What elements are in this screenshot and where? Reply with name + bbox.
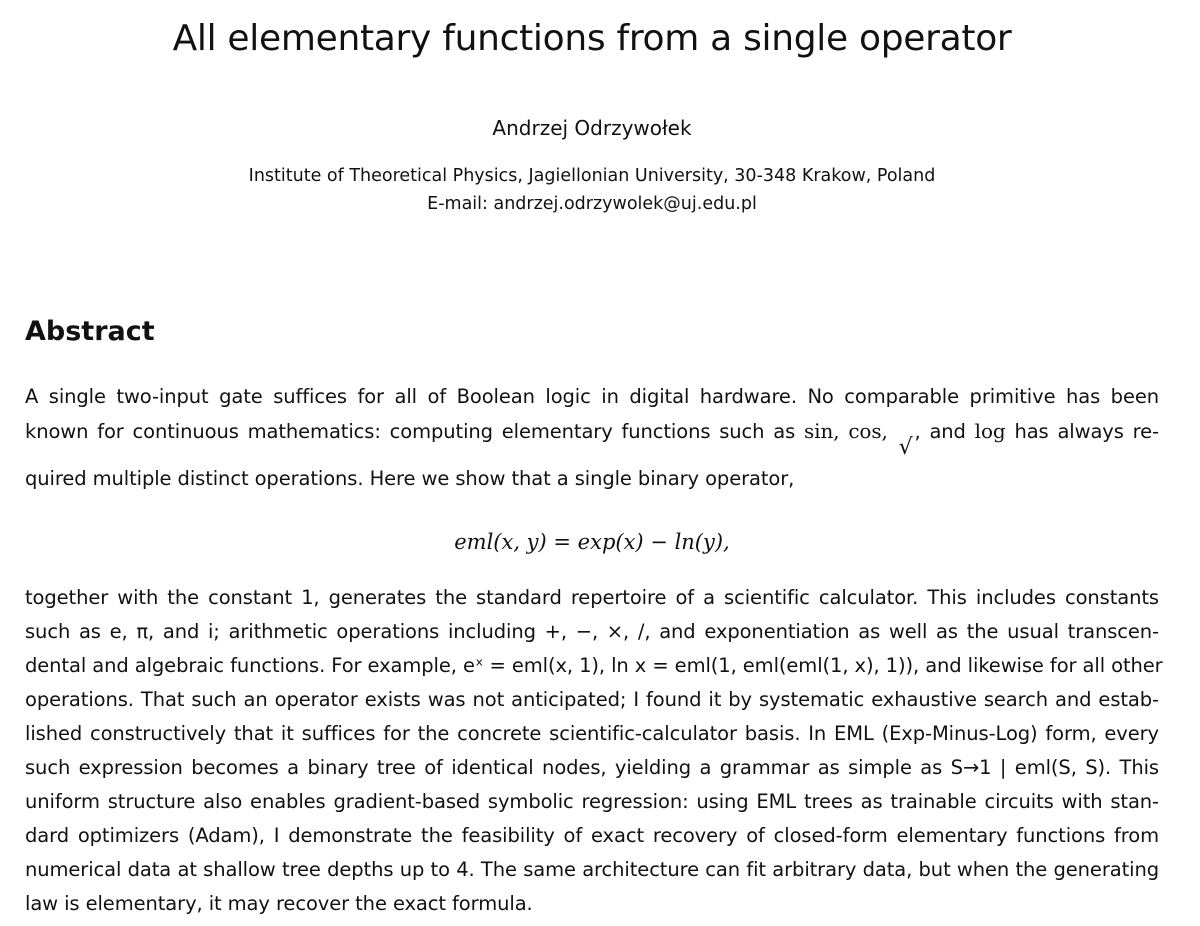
abstract-line: dard optimizers (Adam), I demonstrate the feasibility of exact recovery of closed-form elementary functions from <box>25 824 1159 847</box>
affiliation: Institute of Theoretical Physics, Jagiellonian University, 30-348 Krakow, Poland <box>248 166 936 186</box>
math-log: log <box>974 419 1006 443</box>
abstract-paragraph-1 <box>25 380 1159 496</box>
abstract-line: numerical data at shallow tree depths up to 4. The same architecture can fit arbitrary data, but when the generating <box>25 858 1159 881</box>
email: E-mail: andrzej.odrzywolek@uj.edu.pl <box>427 194 757 214</box>
abstract-line: dental and algebraic functions. For example, eˣ = eml(x, 1), ln x = eml(1, eml(eml(1, x), 1)), and likewise for all other <box>25 654 1163 677</box>
eml-equation <box>25 530 1159 554</box>
text-run: has always re- <box>1014 420 1159 443</box>
equation-text: eml(x, y) = exp(x) − ln(y), <box>454 530 730 554</box>
abstract-line: uniform structure also enables gradient-based symbolic regression: using EML trees as trainable circuits with stan- <box>25 790 1159 813</box>
abstract-line: operations. That such an operator exists was not anticipated; I found it by systematic exhaustive search and estab- <box>25 688 1159 711</box>
abstract-line: law is elementary, it may recover the exact formula. <box>25 892 533 915</box>
text-run: , and <box>914 420 966 443</box>
abstract-paragraph-2 <box>25 581 1163 921</box>
math-cos: cos, <box>848 419 888 443</box>
abstract-line <box>25 414 1159 460</box>
math-sin: sin, <box>803 419 840 443</box>
paper-title: All elementary functions from a single operator <box>172 18 1012 59</box>
abstract-line: such as e, π, and i; arithmetic operations including +, −, ×, /, and exponentiation as well as the usual transcen- <box>25 620 1159 643</box>
author-name: Andrzej Odrzywołek <box>492 116 692 140</box>
affiliation-block <box>25 162 1159 218</box>
text-run: known for continuous mathematics: computing elementary functions such as <box>25 420 796 443</box>
abstract-line: such expression becomes a binary tree of identical nodes, yielding a grammar as simple as S→1 | eml(S, S). This <box>25 756 1159 779</box>
abstract-heading: Abstract <box>25 316 155 347</box>
sqrt-symbol: √ <box>898 435 913 460</box>
abstract-line: quired multiple distinct operations. Here we show that a single binary operator, <box>25 467 795 490</box>
abstract-line: A single two-input gate suffices for all of Boolean logic in digital hardware. No comparable primitive has been <box>25 385 1159 408</box>
abstract-line: lished constructively that it suffices for the concrete scientific-calculator basis. In EML (Exp-Minus-Log) form, every <box>25 722 1159 745</box>
abstract-line: together with the constant 1, generates the standard repertoire of a scientific calculator. This includes constants <box>25 586 1159 609</box>
